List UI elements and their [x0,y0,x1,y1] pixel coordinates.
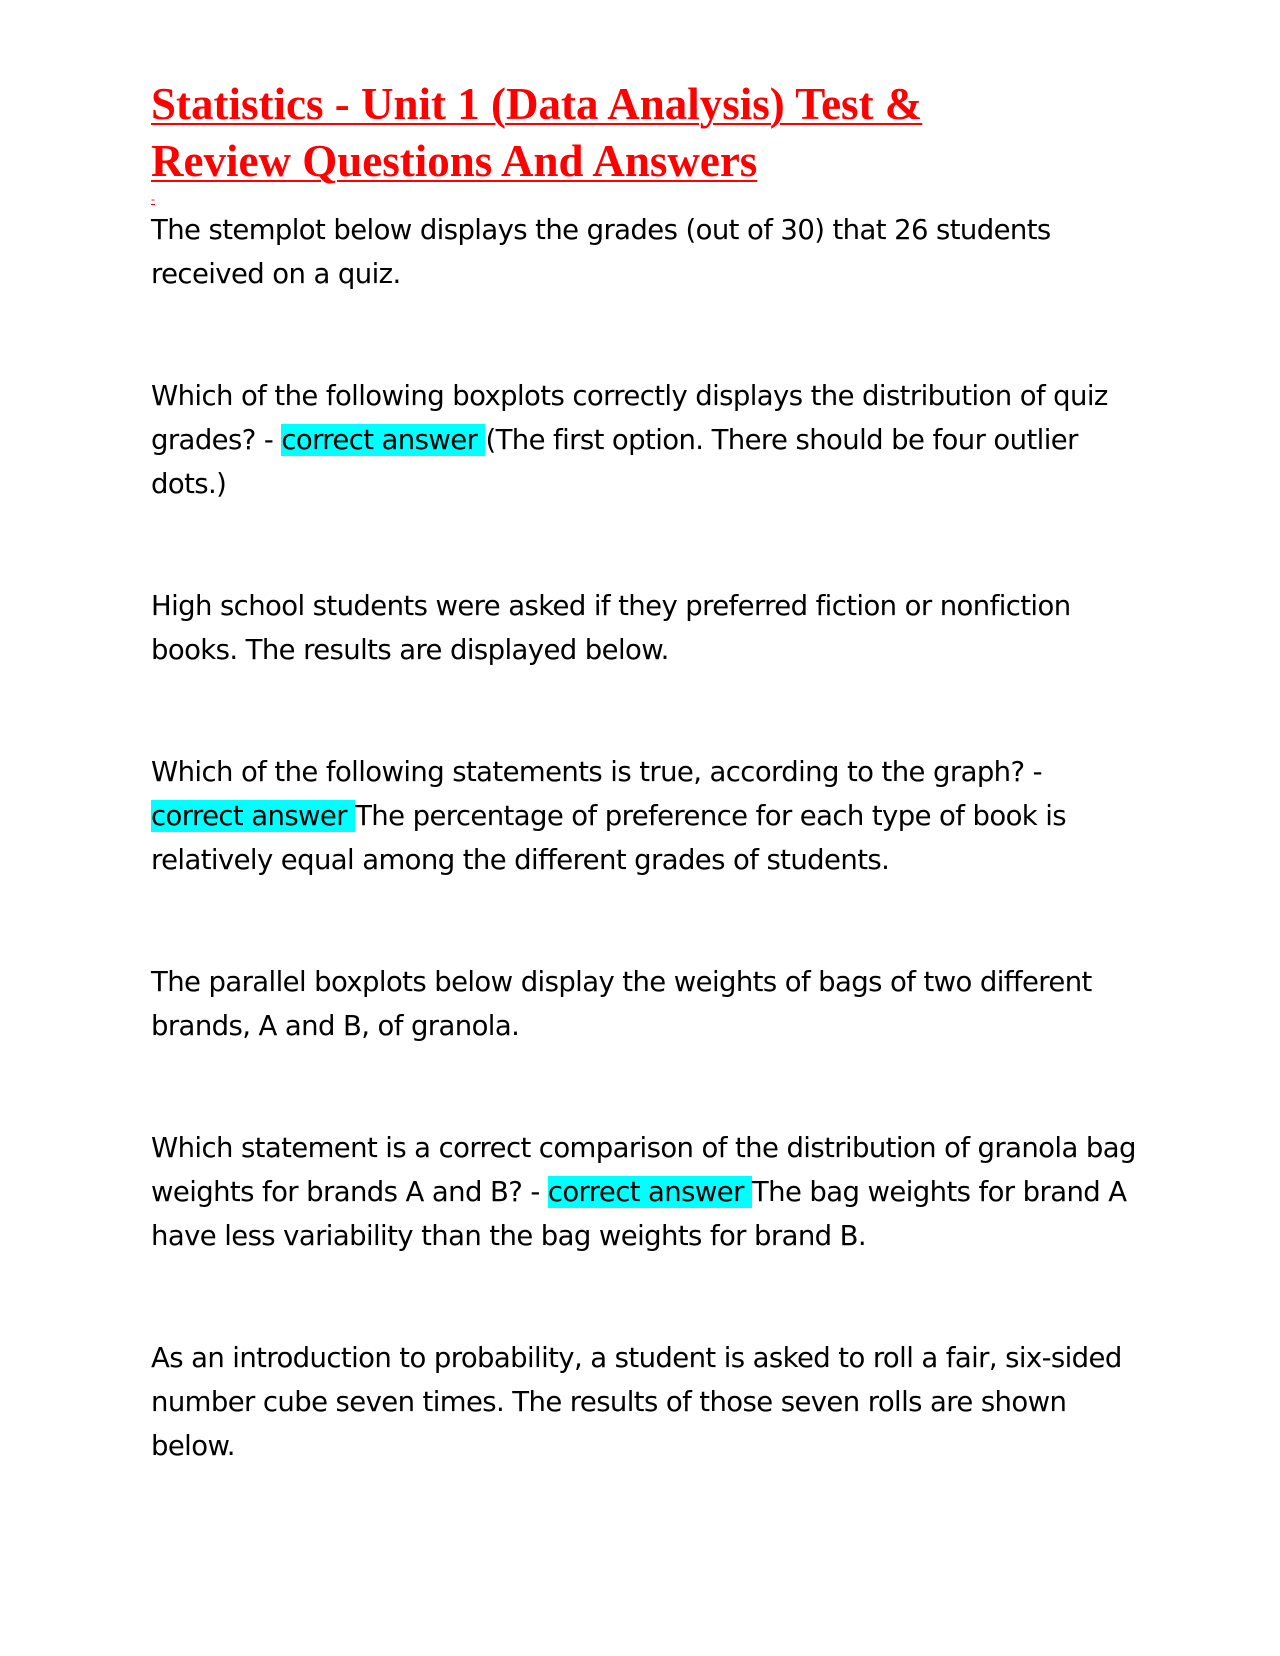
correct-answer-label: correct answer [281,424,486,456]
title-line-1: Statistics - Unit 1 (Data Analysis) Test & [151,79,923,129]
question-2 [151,374,1136,506]
question-2-answer: (The first option. There should be four outlier dots.) [151,424,1078,500]
question-4-answer: The percentage of preference for each type of book is relatively equal among the different grades of students. [151,800,1067,876]
question-5-text: The parallel boxplots below display the weights of bags of two different brands, A and B, of granola. [151,966,1092,1042]
title-trailing-mark: - [151,192,155,206]
document-content [151,76,1136,1468]
question-4 [151,750,1136,882]
question-2-prompt: Which of the following boxplots correctly displays the distribution of quiz grades? - [151,380,1108,456]
correct-answer-label: correct answer [151,800,356,832]
correct-answer-label: correct answer [547,1176,752,1208]
question-4-prompt: Which of the following statements is true, according to the graph? - [151,756,1042,788]
spacer [151,1258,1136,1336]
spacer [151,672,1136,750]
spacer [151,882,1136,960]
document-title [151,76,1136,190]
spacer [151,296,1136,374]
spacer [151,506,1136,584]
question-1-text: The stemplot below displays the grades (out of 30) that 26 students received on a quiz. [151,214,1051,290]
question-6-answer: The bag weights for brand A have less variability than the bag weights for brand B. [151,1176,1127,1252]
title-line-2: Review Questions And Answers [151,136,758,186]
question-3-text: High school students were asked if they preferred fiction or nonfiction books. The results are displayed below. [151,590,1071,666]
question-6 [151,1126,1136,1258]
question-7-text: As an introduction to probability, a student is asked to roll a fair, six-sided number cube seven times. The results of those seven rolls are shown below. [151,1342,1122,1462]
spacer [151,1048,1136,1126]
question-6-prompt: Which statement is a correct comparison of the distribution of granola bag weights for brands A and B? - [151,1132,1136,1208]
